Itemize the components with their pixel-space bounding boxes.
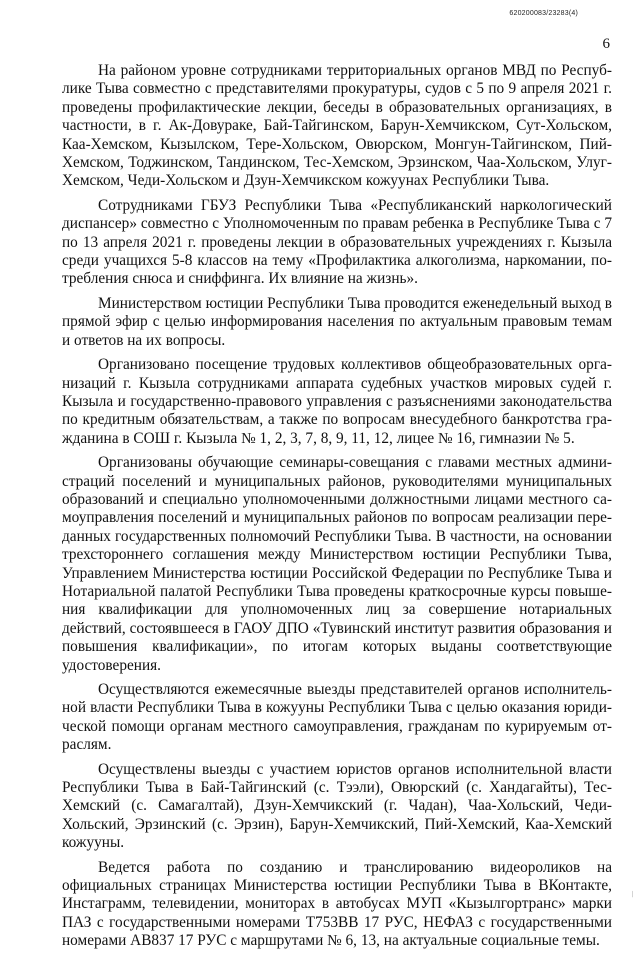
paragraph-monthly-trips: Осуществляются ежемесячные выезды представителей органов исполнительной власти Республики Тыва в кожууны Республики Тыва с целью оказания юридической помощи органам местного самоуправления, гражданам по курируемым отраслям. [62,681,612,754]
scan-edge-mark: / [629,888,636,900]
paragraph-live-broadcast: Министерством юстиции Республики Тыва проводится еженедельный выход в прямой эфир с целью информирования населения по актуальным правовым темам и ответов на их вопросы. [62,294,612,349]
document-code: 620200083/23283(4) [509,10,578,17]
paragraph-seminars: Организованы обучающие семинары-совещания с главами местных администраций поселений и муниципальных районов, руководителями муниципальных образований и специально уполномоченными должностными лицами местного самоуправления поселений и муниципальных районов по вопросам реализации переданных государственных полномочий Республики Тыва. В частности, на основании трехстороннего соглашения между Министерством юстиции Республики Тыва, Управлением Министерства юстиции Российской Федерации по Республике Тыва и Нотариальной палатой Республики Тыва проведены краткосрочные курсы повышения квалификации для уполномоченных лиц за совершение нотариальных действий, состоявшееся в ГАОУ ДПО «Тувинский институт развития образования и повышения квалификации», по итогам которых выданы соответствующие удостоверения. [62,454,612,674]
page-number: 6 [602,36,610,52]
paragraph-school-visits: Организовано посещение трудовых коллективов общеобразовательных организаций г. Кызыла сотрудниками аппарата судебных участков мировых судей г. Кызыла и государственно-правового управления с разъяснениями законодательства по кредитным обязательствам, а также по вопросам внесудебного банкротства гражданина в СОШ г. Кызыла № 1, 2, 3, 7, 8, 9, 11, 12, лицее № 16, гимназии № 5. [62,356,612,447]
paragraph-videos: Ведется работа по созданию и транслированию видеороликов на официальных страницах Министерства юстиции Республики Тыва в ВКонтакте, Инстаграмм, телевидении, мониторах в автобусах МУП «Кызылгортранс» марки ПАЗ с государственными номерами Т753ВВ 17 РУС, НЕФАЗ с государственными номерами АВ837 17 РУС с маршрутами № 6, 13, на актуальные социальные темы. [62,858,612,950]
document-body [62,62,612,957]
paragraph-narcology-lectures: Сотрудниками ГБУЗ Республики Тыва «Республиканский наркологический диспансер» совместно с Уполномоченным по правам ребенка в Республике Тыва с 7 по 13 апреля 2021 г. проведены лекции в образовательных учреждениях г. Кызыла среди учащихся 5-8 классов на тему «Профилактика алкоголизма, наркомании, потребления снюса и сниффинга. Их влияние на жизнь». [62,196,612,288]
paragraph-mvd-lectures: На районом уровне сотрудниками территориальных органов МВД по Республике Тыва совместно с представителями прокуратуры, судов с 5 по 9 апреля 2021 г. проведены профилактические лекции, беседы в образовательных организациях, в частности, в г. Ак-Довураке, Бай-Тайгинском, Барун-Хемчикском, Сут-Хольском, Каа-Хемском, Кызылском, Тере-Хольском, Овюрском, Монгун-Тайгинском, Пий-Хемском, Тоджинском, Тандинском, Тес-Хемском, Эрзинском, Чаа-Хольском, Улуг-Хемском, Чеди-Хольском и Дзун-Хемчикском кожуунах Республики Тыва. [62,62,612,190]
paragraph-lawyer-trips: Осуществлены выезды с участием юристов органов исполнительной власти Республики Тыва в Бай-Тайгинский (с. Тээли), Овюрский (с. Хандагайты), Тес-Хемский (с. Самагалтай), Дзун-Хемчикский (г. Чадан), Чаа-Хольский, Чеди-Хольский, Эрзинский (с. Эрзин), Барун-Хемчикский, Пий-Хемский, Каа-Хемский кожууны. [62,760,612,852]
